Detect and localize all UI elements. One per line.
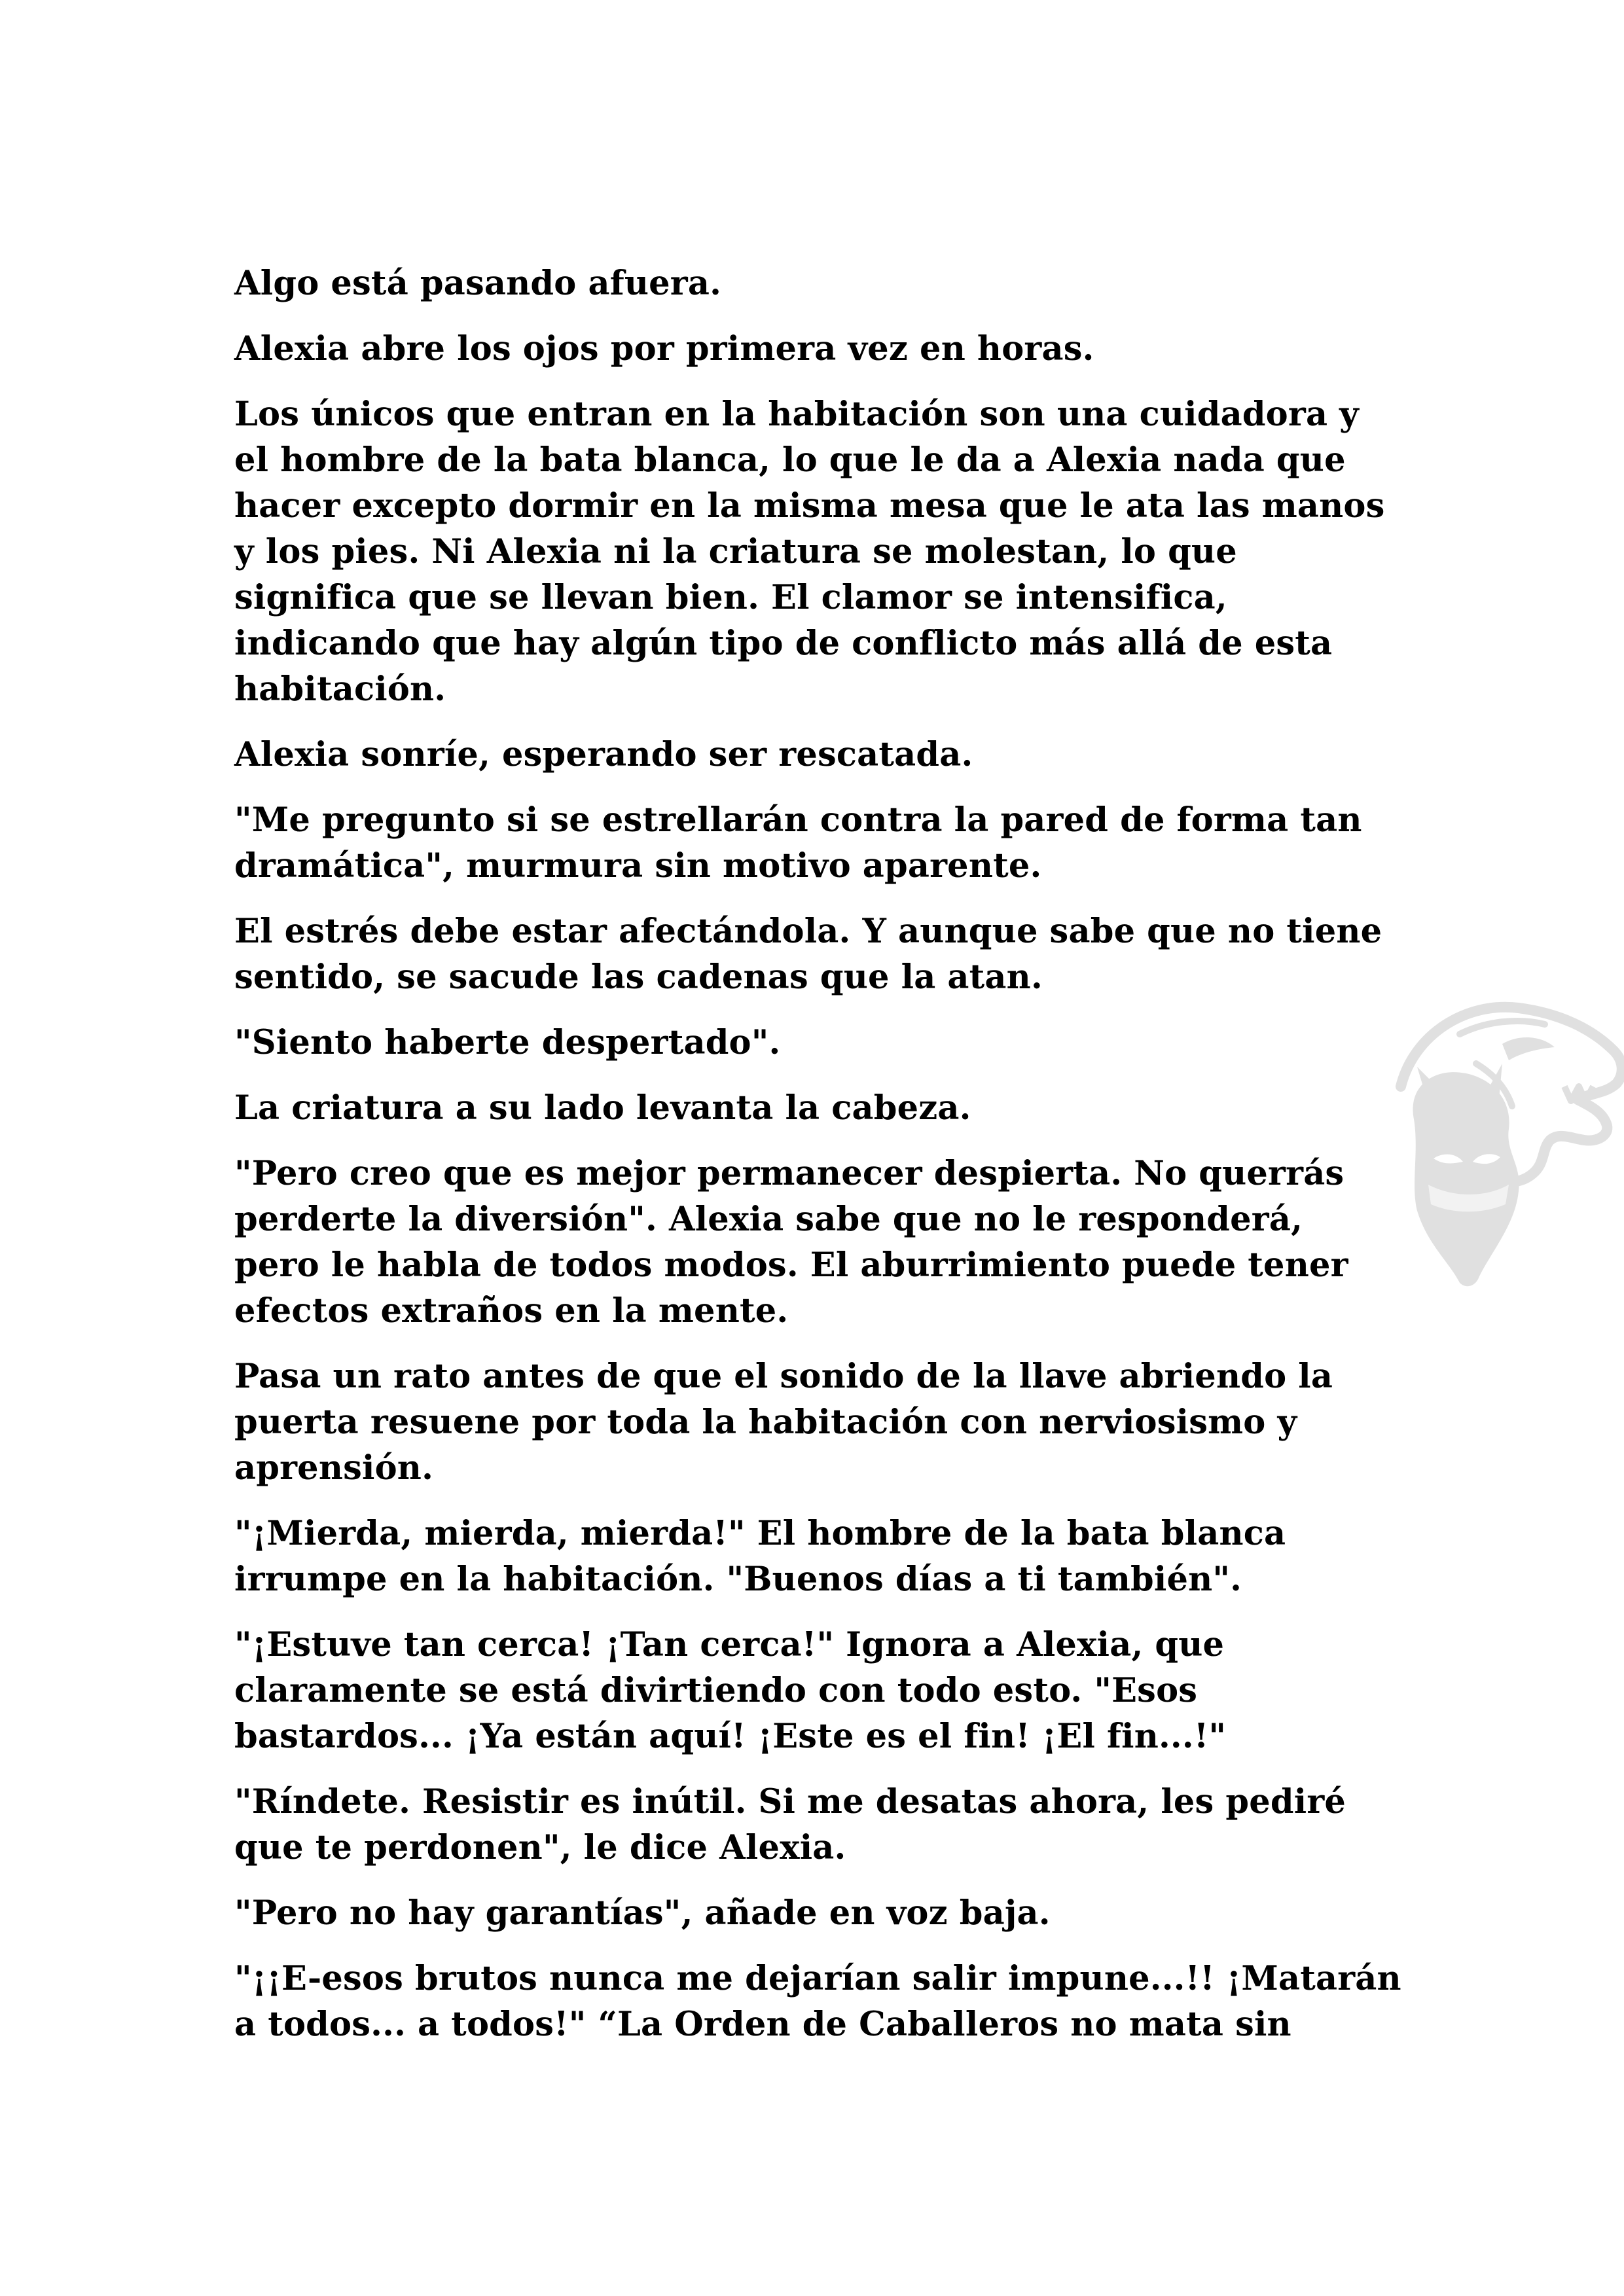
- paragraph: "¡Estuve tan cerca! ¡Tan cerca!" Ignora a Alexia, que claramente se está divirtiendo con todo esto. "Esos bastardos... ¡Ya están aquí! ¡Este es el fin! ¡El fin...!": [234, 1625, 1227, 1756]
- paragraph: "Pero no hay garantías", añade en voz baja.: [234, 1893, 1051, 1933]
- paragraph: El estrés debe estar afectándola. Y aunque sabe que no tiene sentido, se sacude las cadenas que la atan.: [234, 912, 1382, 997]
- paragraph: "Ríndete. Resistir es inútil. Si me desatas ahora, les pediré que te perdonen", le dice Alexia.: [234, 1782, 1346, 1867]
- paragraph: Algo está pasando afuera.: [234, 264, 722, 303]
- paragraph: Alexia abre los ojos por primera vez en horas.: [234, 329, 1094, 368]
- paragraph: Los únicos que entran en la habitación son una cuidadora y el hombre de la bata blanca, lo que le da a Alexia nada que hacer excepto dormir en la misma mesa que le ata las manos y los pies. Ni Alexia ni la criatura se molestan, lo que significa que se llevan bien. El clamor se intensifica, indicando que hay algún tipo de conflicto más allá de esta habitación.: [234, 395, 1385, 709]
- dinosaur-head-logo-icon: [1388, 988, 1624, 1302]
- paragraph: La criatura a su lado levanta la cabeza.: [234, 1088, 971, 1128]
- document-body: [234, 260, 1406, 2067]
- paragraph: "Me pregunto si se estrellarán contra la pared de forma tan dramática", murmura sin motivo aparente.: [234, 800, 1362, 886]
- paragraph: Alexia sonríe, esperando ser rescatada.: [234, 735, 973, 774]
- paragraph: "¡Mierda, mierda, mierda!" El hombre de la bata blanca irrumpe en la habitación. "Buenos días a ti también".: [234, 1514, 1286, 1599]
- paragraph: "¡¡E-esos brutos nunca me dejarían salir impune...!! ¡Matarán a todos... a todos!" “La Orden de Caballeros no mata sin: [234, 1959, 1401, 2044]
- paragraph: "Siento haberte despertado".: [234, 1023, 781, 1062]
- paragraph: Pasa un rato antes de que el sonido de la llave abriendo la puerta resuene por toda la habitación con nerviosismo y aprensión.: [234, 1357, 1333, 1488]
- paragraph: "Pero creo que es mejor permanecer despierta. No querrás perderte la diversión". Alexia sabe que no le responderá, pero le habla de todos modos. El aburrimiento puede tener efectos extraños en la mente.: [234, 1154, 1348, 1331]
